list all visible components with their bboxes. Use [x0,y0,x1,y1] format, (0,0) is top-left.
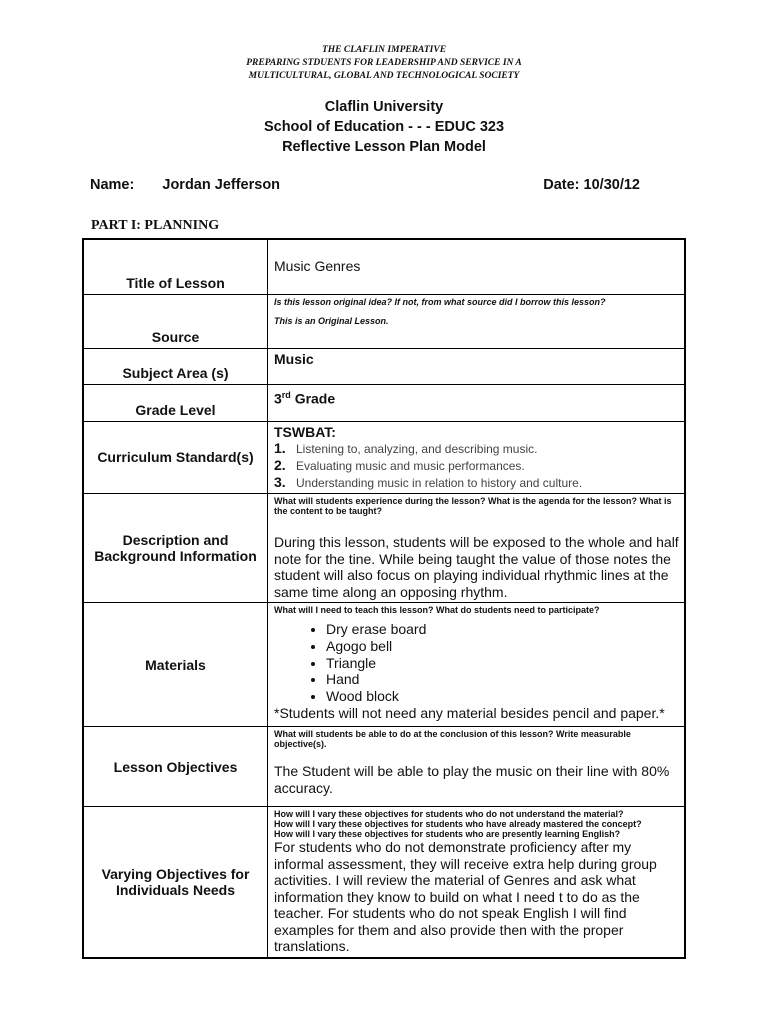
row-curriculum [83,421,685,494]
objectives-label: Lesson Objectives [83,727,268,807]
university-name: Claflin University [324,99,444,115]
varying-question-2: How will I vary these objectives for students who have already mastered the concept? [274,819,642,829]
materials-item: • Agogo bell [326,638,679,655]
objectives-question: What will students be able to do at the conclusion of this lesson? Write measurable objective(s). [274,729,631,749]
varying-value: For students who do not demonstrate proficiency after my informal assessment, they will receive extra help during group activities. I will review the material of Genres and ask what information they know to build on what I need t to do as the teacher. For students who do not speak English I will find examples for them and also provide then with the proper translations. [274,839,657,954]
title-label: Title of Lesson [83,239,268,294]
imperative-block [0,44,768,83]
date-value: 10/30/12 [583,177,640,193]
curriculum-item-number: 1. [274,440,286,456]
varying-cell [268,807,686,958]
row-objectives [83,727,685,807]
part-title: PART I: PLANNING [91,218,220,233]
date-group [543,177,640,193]
materials-note: *Students will not need any material besides pencil and paper.* [274,704,665,721]
curriculum-item-number: 2. [274,457,286,473]
description-value: During this lesson, students will be exposed to the whole and half note for the tine. While being taught the value of those notes the student will also focus on playing individual rhythmic lines at the same time along an opposing rhythm. [274,534,679,600]
grade-cell [268,384,686,421]
description-cell [268,494,686,603]
source-cell [268,294,686,348]
materials-item: • Triangle [326,655,679,672]
document-heading [0,97,768,157]
objectives-value: The Student will be able to play the music on their line with 80% accuracy. [274,763,670,796]
curriculum-item-text: Understanding music in relation to history and culture. [296,476,583,490]
materials-cell [268,603,686,727]
curriculum-item [274,474,679,491]
imperative-line-3: MULTICULTURAL, GLOBAL AND TECHNOLOGICAL SOCIETY [248,71,520,81]
materials-item: • Dry erase board [326,621,679,638]
school-course: School of Education - - - EDUC 323 [263,119,505,135]
row-subject [83,348,685,384]
varying-question-3: How will I vary these objectives for students who are presently learning English? [274,829,621,839]
grade-label: Grade Level [83,384,268,421]
grade-value [274,387,679,407]
curriculum-item [274,440,679,457]
title-value: Music Genres [274,258,361,274]
curriculum-label: Curriculum Standard(s) [83,421,268,494]
varying-question-1: How will I vary these objectives for students who do not understand the material? [274,809,624,819]
source-question: Is this lesson original idea? If not, from what source did I borrow this lesson? [274,296,606,307]
materials-list [274,621,679,705]
grade-number: 3 [274,390,282,407]
description-label: Description and Background Information [83,494,268,603]
subject-value: Music [274,350,314,367]
materials-item: • Hand [326,671,679,688]
curriculum-cell [268,421,686,494]
source-value: This is an Original Lesson. [274,315,389,326]
curriculum-item-text: Evaluating music and music performances. [296,459,525,473]
row-description [83,494,685,603]
materials-item: • Wood block [326,688,679,705]
curriculum-item [274,457,679,474]
curriculum-list [274,440,679,491]
name-date-row [90,177,680,193]
row-source [83,294,685,348]
name-label: Name: [90,177,135,193]
objectives-cell [268,727,686,807]
row-materials [83,603,685,727]
subject-cell [268,348,686,384]
source-label: Source [83,294,268,348]
description-question: What will students experience during the lesson? What is the agenda for the lesson? What is the content to be taught? [274,496,672,516]
name-value: Jordan Jefferson [162,177,281,193]
title-cell [268,239,686,294]
row-varying [83,807,685,958]
varying-label: Varying Objectives for Individuals Needs [83,807,268,958]
imperative-line-2: PREPARING STDUENTS FOR LEADERSHIP AND SERVICE IN A [246,58,522,68]
row-grade [83,384,685,421]
grade-superscript: rd [281,389,291,400]
curriculum-item-text: Listening to, analyzing, and describing music. [296,442,538,456]
curriculum-heading: TSWBAT: [274,423,336,440]
materials-question: What will I need to teach this lesson? What do students need to participate? [274,605,600,615]
curriculum-item-number: 3. [274,474,286,490]
grade-text: Grade [294,390,336,407]
date-label: Date: [543,177,580,193]
row-title [83,239,685,294]
materials-label: Materials [83,603,268,727]
subject-label: Subject Area (s) [83,348,268,384]
imperative-line-1: THE CLAFLIN IMPERATIVE [321,45,447,55]
lesson-plan-table [82,238,686,959]
model-title: Reflective Lesson Plan Model [282,139,486,155]
